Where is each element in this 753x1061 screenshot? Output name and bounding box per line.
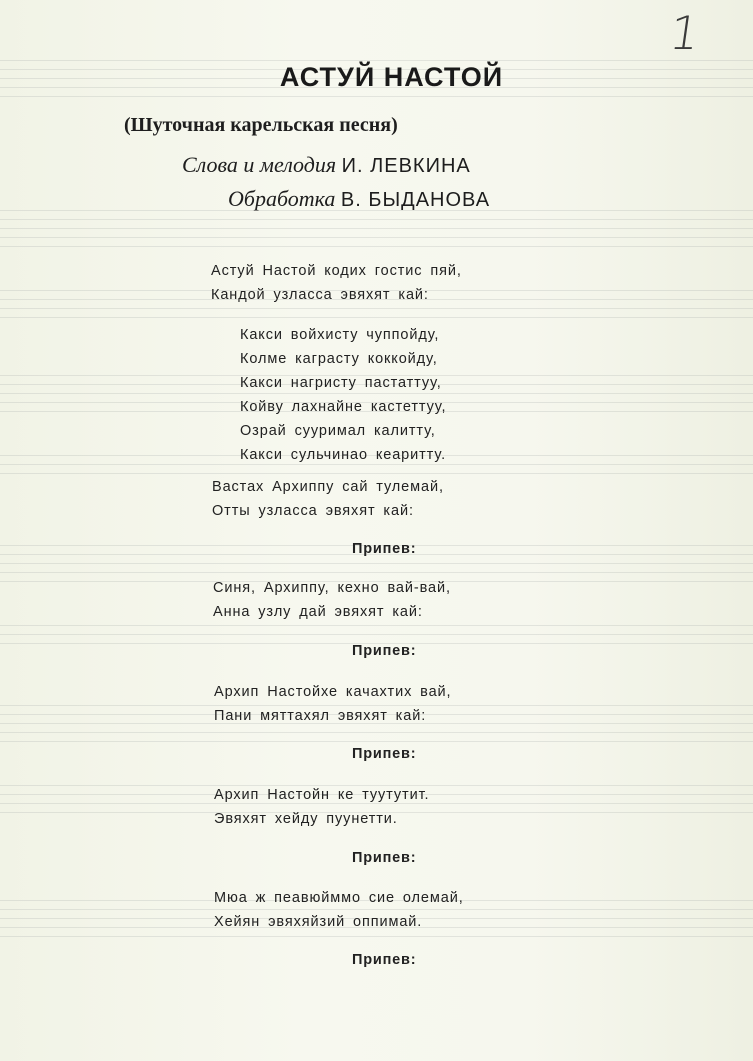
credit-name: В. БЫДАНОВА (340, 189, 491, 211)
refrain-label: Припев: (352, 952, 417, 968)
credit-name: И. ЛЕВКИНА (341, 155, 471, 177)
lyric-line: Эвяхят хейду пуунетти. (214, 811, 398, 827)
stanza (214, 886, 464, 934)
lyric-line: Койву лахнайне кастеттуу, (240, 399, 447, 415)
stanza (214, 680, 451, 728)
lyric-line: Озрай сууримал калитту, (240, 423, 436, 439)
refrain-label: Припев: (352, 850, 417, 866)
credit-role: Обработка (228, 186, 336, 211)
refrain-label: Припев: (352, 746, 417, 762)
lyric-line: Хейян эвяхяйзий оппимай. (214, 914, 423, 930)
page-number: 1 (666, 6, 704, 60)
lyric-line: Кандой узласса эвяхят кай: (211, 287, 429, 303)
credit-role: Слова и мелодия (182, 152, 337, 177)
song-subtitle: (Шуточная карельская песня) (124, 114, 398, 136)
stanza (214, 783, 429, 831)
song-title: АСТУЙ НАСТОЙ (279, 62, 504, 92)
stanza (213, 576, 451, 624)
lyric-line: Вастах Архиппу сай тулемай, (212, 479, 444, 495)
stanza (240, 323, 446, 467)
lyric-line: Какси нагристу пастаттуу, (240, 375, 442, 391)
lyric-line: Какси войхисту чуппойду, (240, 327, 440, 343)
lyric-line: Синя, Архиппу, кехно вай-вай, (213, 580, 451, 596)
lyric-line: Какси сульчинао кеаритту. (240, 447, 447, 463)
stanza (211, 259, 462, 307)
lyric-line: Архип Настойхе качахтих вай, (214, 684, 452, 700)
lyric-line: Колме каграсту коккойду, (240, 351, 438, 367)
lyric-line: Мюа ж пеавюйммо сие олемай, (214, 890, 464, 906)
lyric-line: Пани мяттахял эвяхят кай: (214, 708, 427, 724)
lyric-line: Астуй Настой кодих гостис пяй, (211, 263, 462, 279)
lyric-line: Архип Настойн ке туутутит. (214, 787, 430, 803)
credit-lyrics-melody (182, 152, 471, 178)
refrain-label: Припев: (352, 541, 417, 557)
lyric-line: Анна узлу дай эвяхят кай: (213, 604, 423, 620)
refrain-label: Припев: (352, 643, 417, 659)
credit-arrangement (228, 186, 490, 212)
stanza (212, 475, 444, 523)
lyric-line: Отты узласса эвяхят кай: (212, 503, 414, 519)
